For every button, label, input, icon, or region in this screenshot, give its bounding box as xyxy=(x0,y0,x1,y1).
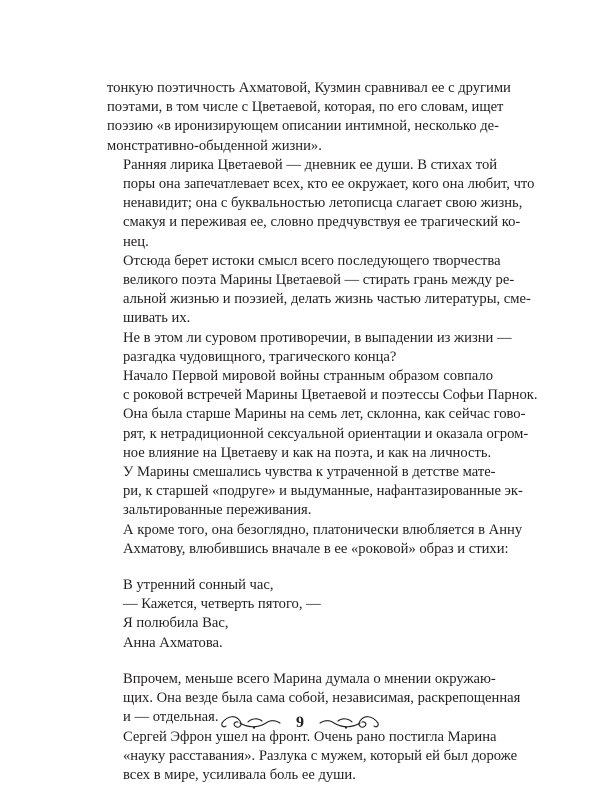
body-text xyxy=(107,79,493,785)
text-line: ненавидит; она с буквальностью летописца слагает свою жизнь, xyxy=(107,194,493,213)
text-line: альной жизнью и поэзией, делать жизнь частью литературы, сме- xyxy=(107,290,493,309)
page-number: 9 xyxy=(296,713,304,733)
paragraph-7 xyxy=(107,521,493,559)
poem-stanza xyxy=(123,576,493,653)
text-line: «науку расставания». Разлука с мужем, который ей был дороже xyxy=(107,747,493,766)
text-line: с роковой встречей Марины Цветаевой и поэтессы Софьи Парнок. xyxy=(107,386,493,405)
poem-line: Я полюбила Вас, xyxy=(123,614,493,633)
text-line: монстративно-обыденной жизни». xyxy=(107,137,493,156)
text-line: Ахматову, влюбившись вначале в ее «роковой» образ и стихи: xyxy=(107,540,493,559)
text-line: шивать их. xyxy=(107,309,493,328)
paragraph-9 xyxy=(107,728,493,785)
text-line: щих. Она везде была сама собой, независимая, раскрепощенная xyxy=(107,689,493,708)
text-line: поэтами, в том числе с Цветаевой, которая, по его словам, ищет xyxy=(107,98,493,117)
text-line: Не в этом ли суровом противоречии, в выпадении из жизни — xyxy=(107,329,493,348)
text-line: разгадка чудовищного, трагического конца? xyxy=(107,348,493,367)
paragraph-1 xyxy=(107,79,493,156)
flourish-left-icon xyxy=(218,713,282,733)
text-line: и — отдельная. xyxy=(107,708,493,727)
text-line: всех в мире, усиливала боль ее души. xyxy=(107,766,493,785)
text-line: ри, к старшей «подруге» и выдуманные, нафантазированные эк- xyxy=(107,482,493,501)
poem-line: В утренний сонный час, xyxy=(123,576,493,595)
text-line: поэзию «в иронизирующем описании интимной, несколько де- xyxy=(107,117,493,136)
page-footer xyxy=(0,711,600,735)
text-line: Впрочем, меньше всего Марина думала о мнении окружаю- xyxy=(107,670,493,689)
paragraph-5 xyxy=(107,367,493,463)
text-line: Отсюда берет истоки смысл всего последующего творчества xyxy=(107,252,493,271)
text-line: смакуя и переживая ее, словно предчувствуя ее трагический ко- xyxy=(107,213,493,232)
text-line: поры она запечатлевает всех, кто ее окружает, кого она любит, что xyxy=(107,175,493,194)
text-line: нец. xyxy=(107,233,493,252)
paragraph-4 xyxy=(107,329,493,367)
flourish-right-icon xyxy=(318,713,382,733)
text-line: великого поэта Марины Цветаевой — стирать грань между ре- xyxy=(107,271,493,290)
paragraph-6 xyxy=(107,463,493,521)
text-line: Она была старше Марины на семь лет, склонна, как сейчас гово- xyxy=(107,405,493,424)
text-line: Ранняя лирика Цветаевой — дневник ее души. В стихах той xyxy=(107,156,493,175)
text-line: Сергей Эфрон ушел на фронт. Очень рано постигла Марина xyxy=(107,728,493,747)
text-line: Начало Первой мировой войны странным образом совпало xyxy=(107,367,493,386)
poem-line: Анна Ахматова. xyxy=(123,634,493,653)
poem-line: — Кажется, четверть пятого, — xyxy=(123,595,493,614)
text-line: ное влияние на Цветаеву и как на поэта, и как на личность. xyxy=(107,444,493,463)
text-line: зальтированные переживания. xyxy=(107,501,493,520)
paragraph-2 xyxy=(107,156,493,252)
text-line: рят, к нетрадиционной сексуальной ориентации и оказала огром- xyxy=(107,425,493,444)
text-line: А кроме того, она безоглядно, платонически влюбляется в Анну xyxy=(107,521,493,540)
paragraph-3 xyxy=(107,252,493,329)
text-line: У Марины смешались чувства к утраченной в детстве мате- xyxy=(107,463,493,482)
text-line: тонкую поэтичность Ахматовой, Кузмин сравнивал ее с другими xyxy=(107,79,493,98)
